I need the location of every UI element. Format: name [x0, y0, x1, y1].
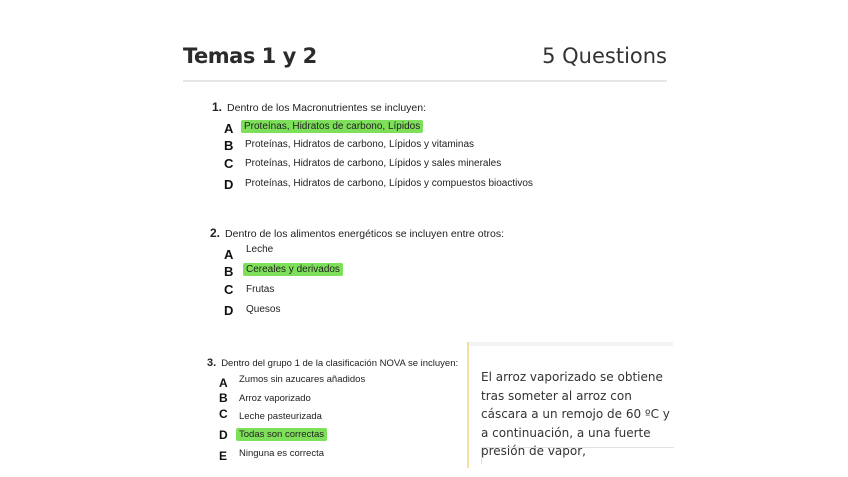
option-text-highlighted: Todas son correctas	[236, 428, 327, 441]
option-text: Arroz vaporizado	[239, 393, 311, 404]
answer-field[interactable]	[481, 447, 674, 464]
option-a[interactable]	[239, 374, 365, 385]
option-text: Frutas	[246, 284, 275, 295]
option-a[interactable]	[241, 121, 423, 132]
option-letter-d: D	[224, 303, 234, 318]
question-prompt: Dentro de los Macronutrientes se incluyen:	[227, 102, 427, 114]
option-c[interactable]	[246, 284, 274, 295]
question-count: 5 Questions	[542, 44, 667, 68]
question-1-text	[212, 100, 426, 114]
option-letter-d: D	[219, 428, 228, 442]
option-letter-d: D	[224, 177, 234, 192]
option-text: Quesos	[246, 304, 281, 315]
option-text: Proteínas, Hidratos de carbono, Lípidos y compuestos bioactivos	[245, 178, 533, 189]
option-b[interactable]	[245, 139, 474, 150]
option-c[interactable]	[245, 158, 501, 169]
quiz-title: Temas 1 y 2	[183, 44, 317, 68]
option-d[interactable]	[236, 429, 327, 440]
explanation-panel	[467, 342, 673, 468]
option-letter-a: A	[219, 376, 228, 390]
option-text: Zumos sin azucares añadidos	[239, 374, 366, 385]
question-number: 3.	[207, 357, 217, 369]
option-letter-a: A	[224, 121, 234, 136]
option-c[interactable]	[239, 411, 322, 422]
option-e[interactable]	[239, 448, 324, 459]
option-text: Proteínas, Hidratos de carbono, Lípidos y vitaminas	[245, 139, 475, 150]
option-d[interactable]	[246, 304, 280, 315]
question-prompt: Dentro del grupo 1 de la clasificación NOVA se incluyen:	[221, 358, 459, 369]
explanation-text: El arroz vaporizado se obtiene tras someter al arroz con cáscara a un remojo de 60 ºC y a continuación, a una fuerte presión de vapor,	[481, 370, 670, 458]
option-letter-b: B	[224, 138, 234, 153]
option-letter-a: A	[224, 247, 234, 262]
option-d[interactable]	[245, 178, 533, 189]
question-2-text	[210, 226, 504, 240]
option-letter-b: B	[224, 264, 234, 279]
option-b[interactable]	[243, 264, 343, 275]
option-b[interactable]	[239, 393, 311, 404]
option-letter-c: C	[224, 156, 234, 171]
question-number: 2.	[210, 226, 221, 240]
option-text: Leche	[246, 244, 274, 255]
option-letter-e: E	[219, 449, 228, 463]
option-letter-c: C	[224, 282, 234, 297]
option-a[interactable]	[246, 244, 273, 255]
question-prompt: Dentro de los alimentos energéticos se incluyen entre otros:	[225, 228, 504, 240]
option-text-highlighted: Cereales y derivados	[243, 263, 343, 276]
option-letter-b: B	[219, 391, 228, 405]
question-3-text	[207, 357, 458, 369]
question-number: 1.	[212, 100, 223, 114]
option-text: Leche pasteurizada	[239, 411, 322, 422]
panel-top-bar	[469, 342, 673, 346]
option-text: Ninguna es correcta	[239, 448, 325, 459]
option-text-highlighted: Proteínas, Hidratos de carbono, Lípidos	[241, 120, 423, 133]
option-letter-c: C	[219, 407, 228, 421]
option-text: Proteínas, Hidratos de carbono, Lípidos y sales minerales	[245, 158, 502, 169]
quiz-header	[183, 40, 667, 82]
